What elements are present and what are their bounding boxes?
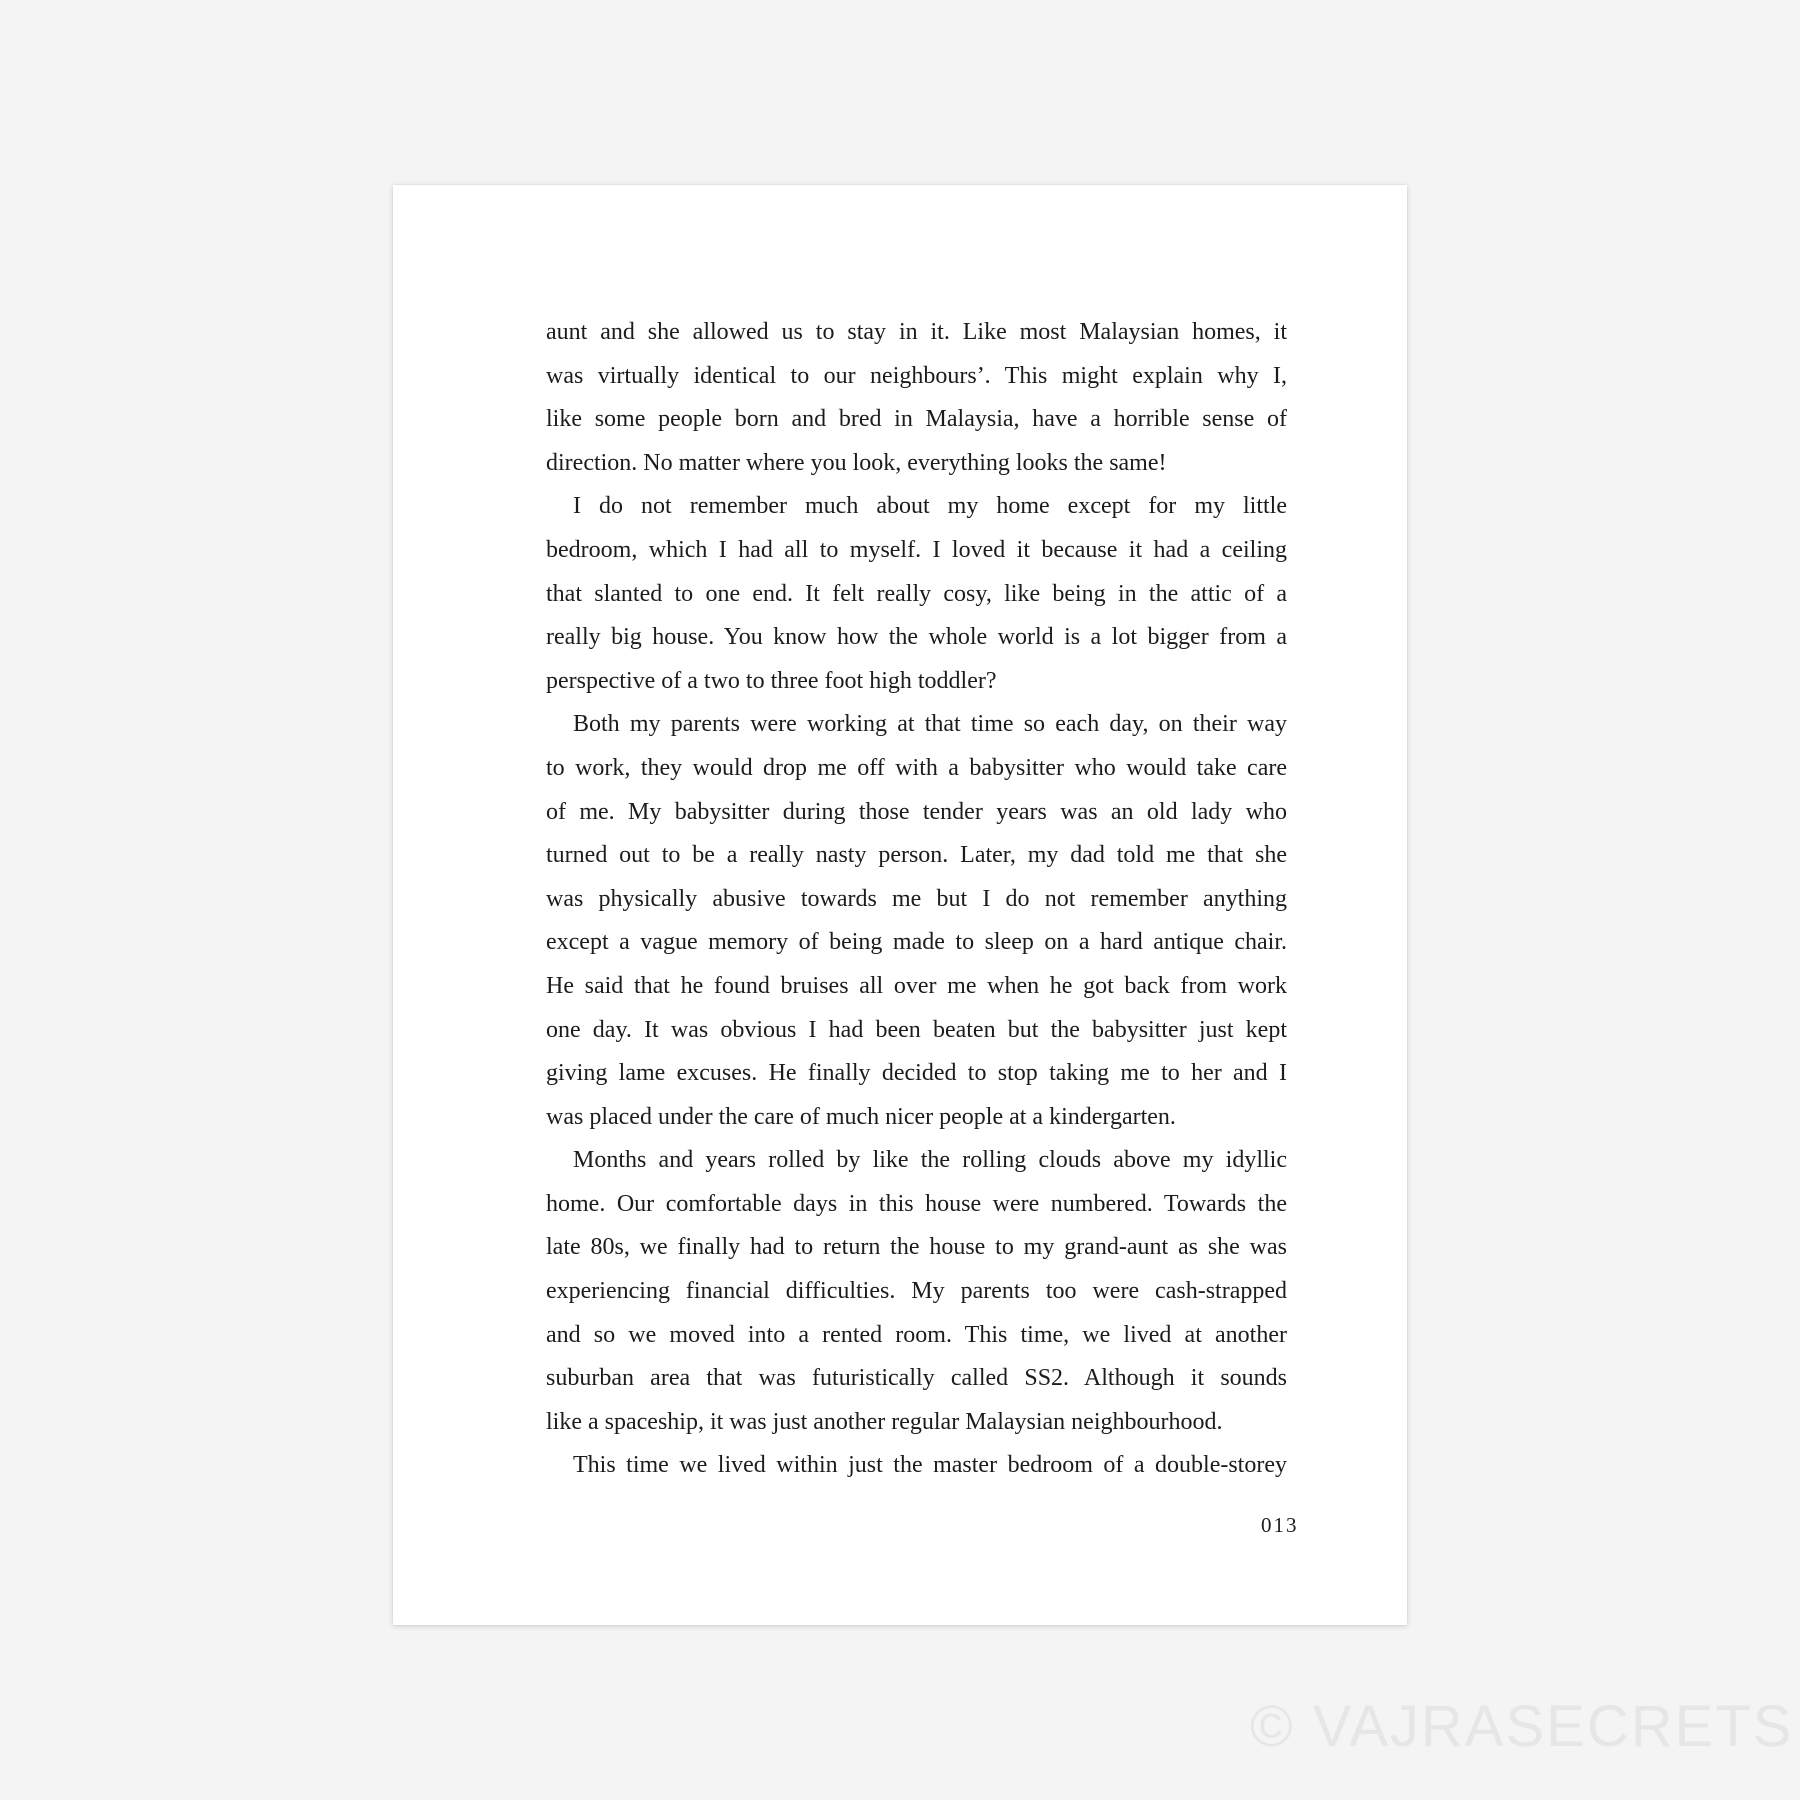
text-line: like a spaceship, it was just another regular Malaysian neighbourhood. bbox=[546, 1408, 1223, 1435]
body-text bbox=[546, 311, 1287, 1488]
text-line: of me. My babysitter during those tender years was an old lady who bbox=[546, 798, 1287, 825]
text-line: direction. No matter where you look, everything looks the same! bbox=[546, 449, 1167, 476]
text-line: turned out to be a really nasty person. Later, my dad told me that she bbox=[546, 842, 1287, 869]
text-line: was virtually identical to our neighbours’. This might explain why I, bbox=[546, 362, 1287, 389]
text-line: perspective of a two to three foot high toddler? bbox=[546, 667, 997, 694]
text-line: home. Our comfortable days in this house were numbered. Towards the bbox=[546, 1190, 1287, 1217]
text-line: experiencing financial difficulties. My parents too were cash-strapped bbox=[546, 1278, 1287, 1305]
text-line: He said that he found bruises all over me when he got back from work bbox=[546, 972, 1287, 999]
text-line: suburban area that was futuristically called SS2. Although it sounds bbox=[546, 1365, 1287, 1392]
text-line: except a vague memory of being made to sleep on a hard antique chair. bbox=[546, 929, 1287, 956]
text-line: like some people born and bred in Malaysia, have a horrible sense of bbox=[546, 406, 1287, 433]
text-line: was physically abusive towards me but I do not remember anything bbox=[546, 885, 1287, 912]
text-line: that slanted to one end. It felt really cosy, like being in the attic of a bbox=[546, 580, 1287, 607]
text-line: was placed under the care of much nicer people at a kindergarten. bbox=[546, 1103, 1176, 1130]
book-page bbox=[393, 185, 1407, 1625]
text-line: bedroom, which I had all to myself. I loved it because it had a ceiling bbox=[546, 536, 1287, 563]
text-line: aunt and she allowed us to stay in it. Like most Malaysian homes, it bbox=[546, 319, 1287, 345]
text-line: late 80s, we finally had to return the house to my grand-aunt as she was bbox=[546, 1234, 1287, 1261]
text-line: Months and years rolled by like the rolling clouds above my idyllic bbox=[573, 1147, 1287, 1174]
text-line: and so we moved into a rented room. This time, we lived at another bbox=[546, 1321, 1287, 1348]
page-number: 013 bbox=[1261, 1513, 1299, 1537]
text-line: giving lame excuses. He finally decided to stop taking me to her and I bbox=[546, 1060, 1287, 1087]
text-line: I do not remember much about my home except for my little bbox=[573, 493, 1287, 520]
text-line: This time we lived within just the master bedroom of a double-storey bbox=[573, 1452, 1287, 1479]
text-line: to work, they would drop me off with a babysitter who would take care bbox=[546, 754, 1287, 781]
text-line: one day. It was obvious I had been beaten but the babysitter just kept bbox=[546, 1016, 1287, 1043]
text-line: Both my parents were working at that time so each day, on their way bbox=[573, 711, 1287, 738]
watermark: © VAJRASECRETS bbox=[1250, 1694, 1794, 1759]
text-line: really big house. You know how the whole world is a lot bigger from a bbox=[546, 624, 1287, 651]
